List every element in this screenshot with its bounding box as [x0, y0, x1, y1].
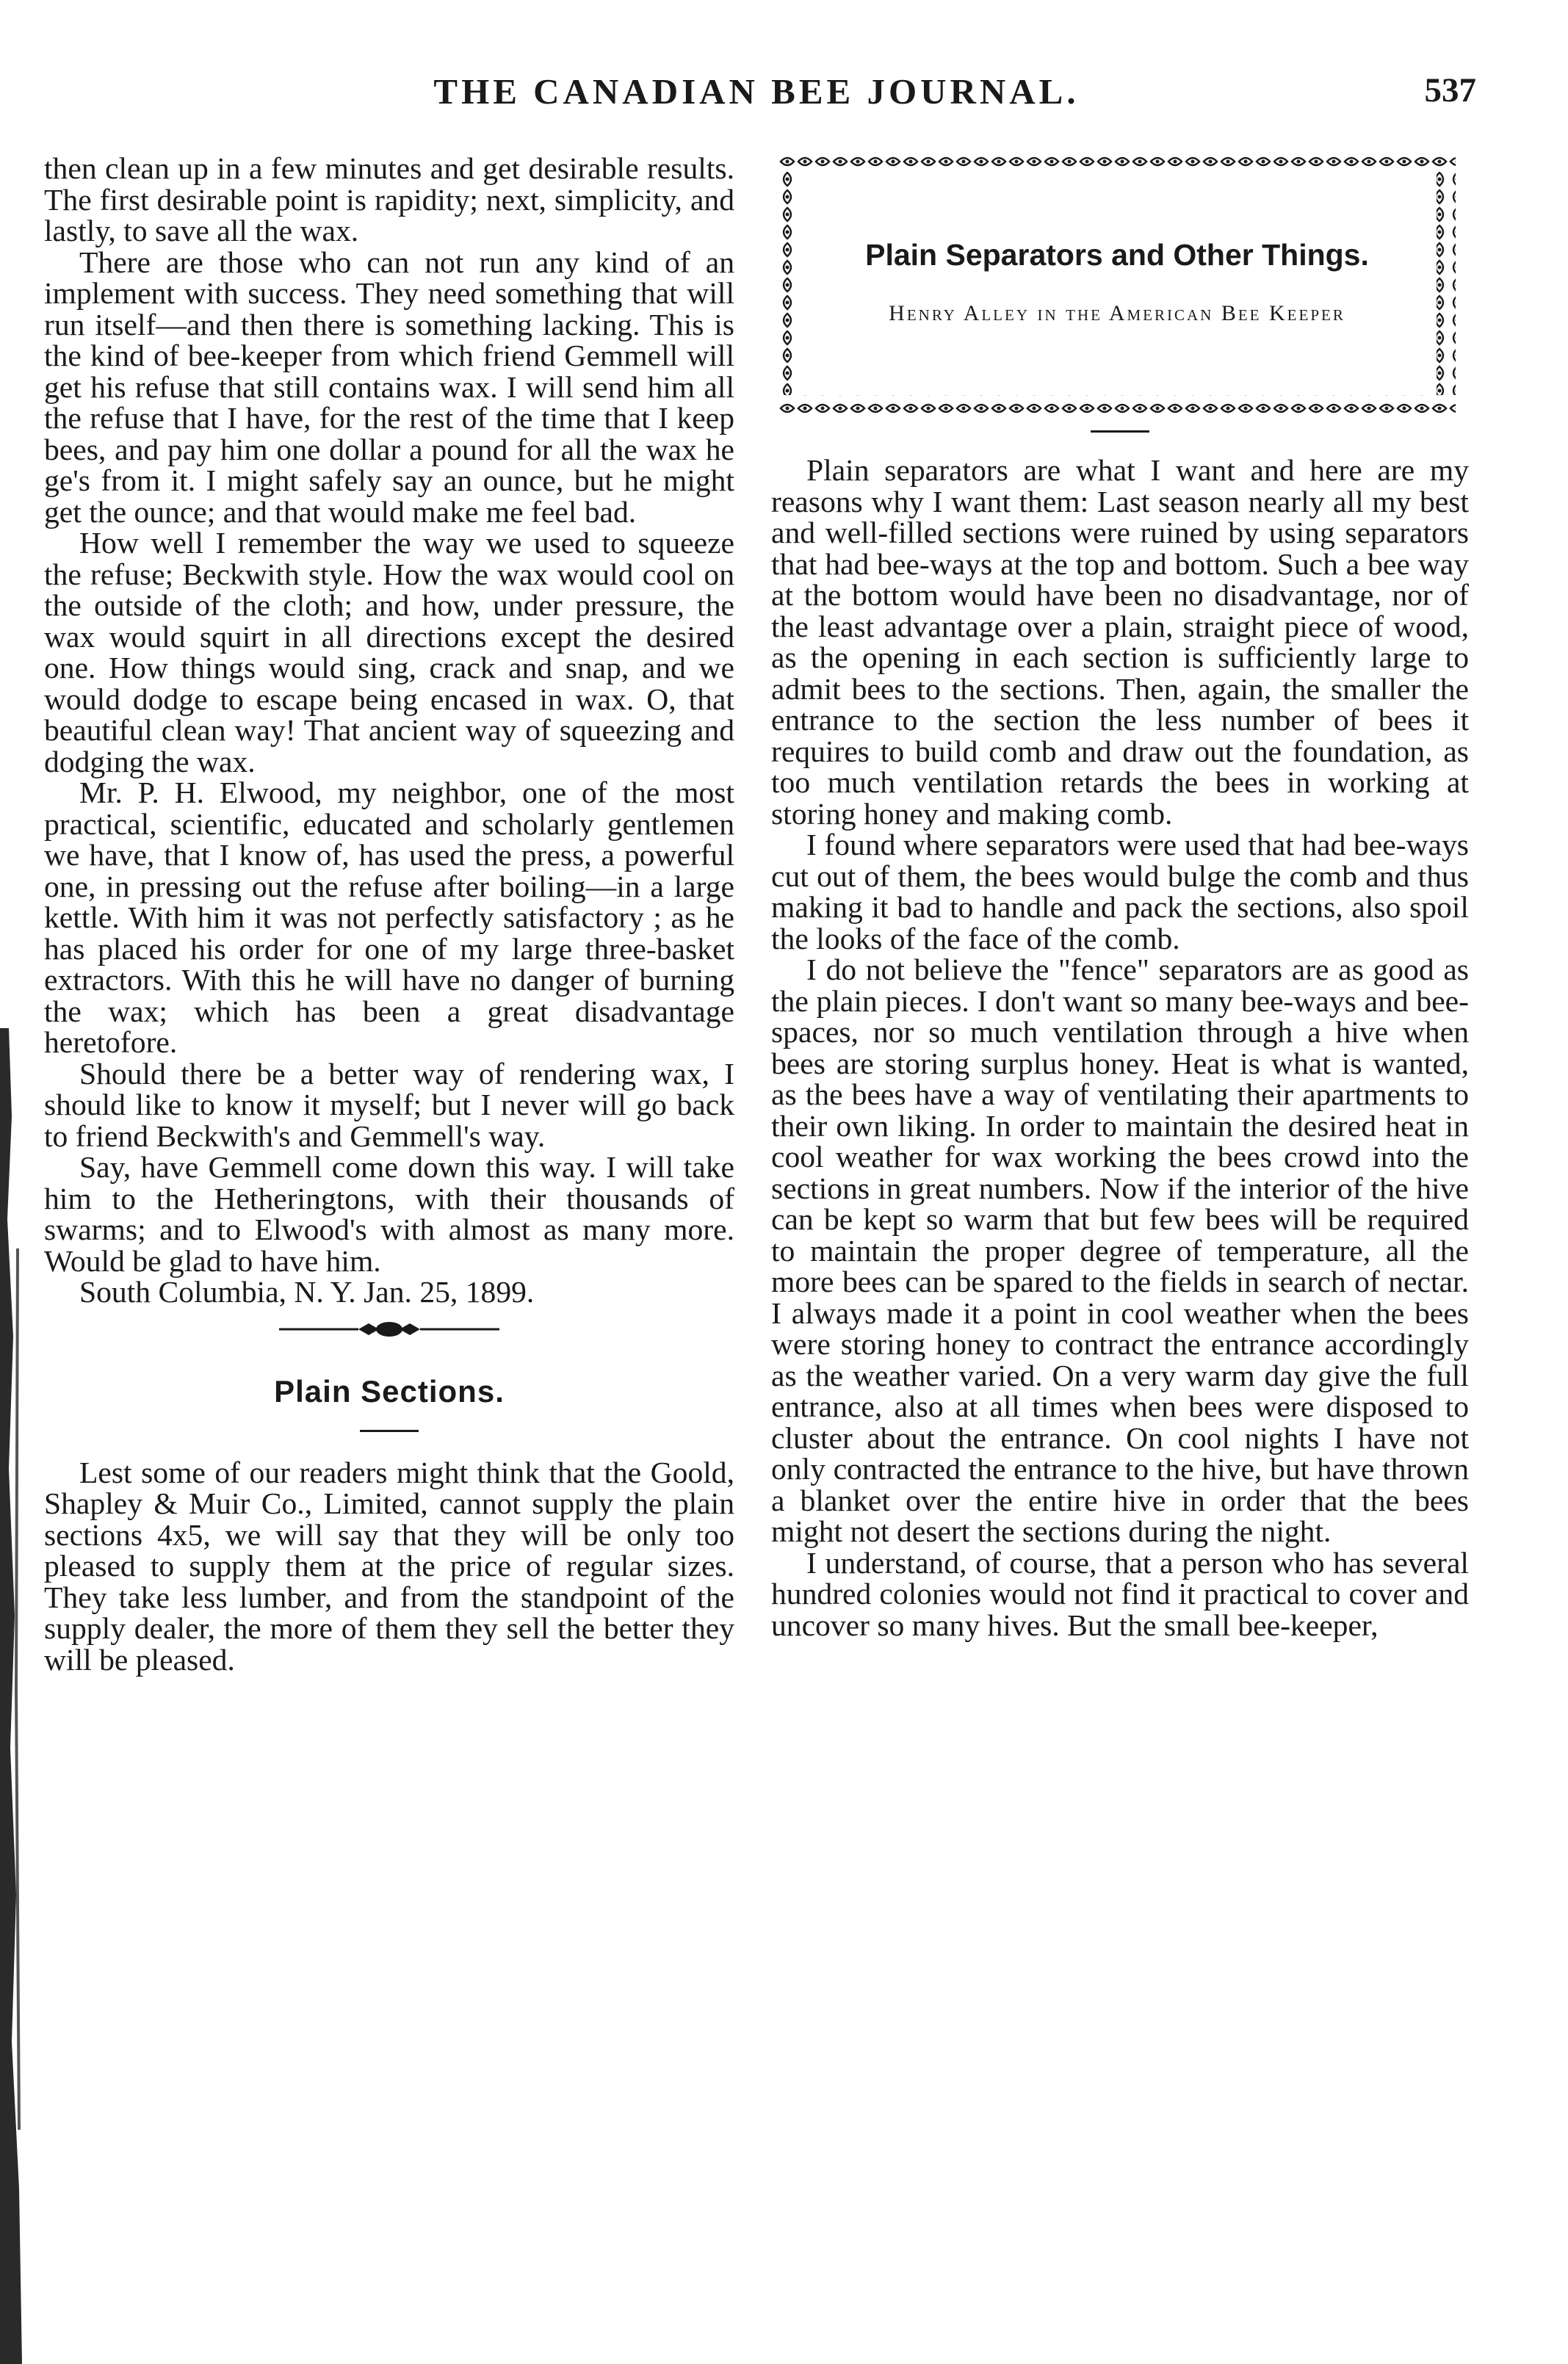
- short-rule: [1091, 430, 1149, 433]
- paragraph: Mr. P. H. Elwood, my neighbor, one of the most practical, scientific, educated and scholarly gentlemen we have, that I know of, has used the press, a powerful one, in pressing out the refuse after boiling—in a large kettle. With him it was not perfectly satisfactory ; as he has placed his order for one of my large three-basket extractors. With this he will have no danger of burning the wax; which has been a great disadvantage heretofore.: [44, 776, 734, 1059]
- paragraph: There are those who can not run any kind of an implement with success. They need something that will run itself—and then there is something lacking. This is the kind of bee-keeper from which friend Gemmell will get his refuse that still contains wax. I will send him all the refuse that I have, for the rest of the time that I keep bees, and pay him one dollar a pound for all the wax he ge's from it. I might safely say an ounce, but he might get the ounce; and that would make me feel bad.: [44, 245, 734, 529]
- right-column: [771, 153, 1469, 1641]
- dateline: South Columbia, N. Y. Jan. 25, 1899.: [79, 1275, 535, 1309]
- running-head: THE CANADIAN BEE JOURNAL.: [433, 71, 1080, 112]
- left-column: [44, 153, 734, 1675]
- paragraph: I do not believe the "fence" separators are as good as the plain pieces. I don't want so many bee-ways and bee-spaces, nor so much ventilation through a hive when bees are storing surplus honey. Heat is what is wanted, as the bees have a way of ventilating their apartments to their own liking. In order to maintain the desired heat in cool weather for wax working the bees crowd into the sections in great numbers. Now if the interior of the hive can be kept so warm that but few bees will be required to maintain the proper degree of temperature, all the more bees can be spared to the fields in search of nectar. I always made it a point in cool weather when the bees were storing honey to contract the entrance accordingly as the weather varied. On a very warm day give the full entrance, also at all times when bees were disposed to cluster about the entrance. On cool nights I have not only contracted the entrance to the hive, but have thrown a blanket over the entire hive in order that the bees might not desert the sections during the night.: [771, 953, 1469, 1548]
- ornamental-divider: [44, 1311, 734, 1348]
- paragraph: Say, have Gemmell come down this way. I will take him to the Hetheringtons, with their thousands of swarms; and to Elwood's with almost as many more. Would be glad to have him.: [44, 1150, 734, 1278]
- paragraph: Lest some of our readers might think that the Goold, Shapley & Muir Co., Limited, cannot supply the plain sections 4x5, we will say that they will be only too pleased to supply them at the price of regular sizes. They take less lumber, and from the standpoint of the supply dealer, the more of them they sell the better they will be pleased.: [44, 1455, 734, 1677]
- paragraph: How well I remember the way we used to squeeze the refuse; Beckwith style. How the wax would cool on the outside of the cloth; and how, under pressure, the wax would squirt in all directions except the desired one. How things would sing, crack and snap, and we would dodge to escape being encased in wax. O, that beautiful clean way! That ancient way of squeezing and dodging the wax.: [44, 526, 734, 778]
- paragraph: Should there be a better way of rendering wax, I should like to know it myself; but I never will go back to friend Beckwith's and Gemmell's way.: [44, 1056, 734, 1153]
- article-heading-box: [778, 153, 1456, 414]
- page-number: 537: [1424, 71, 1476, 109]
- paragraph: I understand, of course, that a person who has several hundred colonies would not find it practical to cover and uncover so many hives. But the small bee-keeper,: [771, 1545, 1469, 1642]
- section-title: Plain Sections.: [274, 1373, 505, 1409]
- ornamental-frame: [778, 153, 1456, 414]
- page-header: [37, 71, 1476, 129]
- paragraph: Plain separators are what I want and here are my reasons why I want them: Last season nearly all my best and well-filled sections were ruined by using separators that had bee-ways at the top and bottom. Such a bee way at the bottom would have been no disadvantage, nor of the least advantage over a plain, straight piece of wood, as the opening in each section is sufficiently large to admit bees to the sections. Then, again, the smaller the entrance to the section the less number of bees it requires to build comb and draw out the foundation, as too much ventilation retards the bees in working at storing honey and making comb.: [771, 453, 1469, 831]
- article-byline: Henry Alley in the American Bee Keeper: [889, 301, 1345, 325]
- short-rule: [360, 1430, 419, 1432]
- article-title: Plain Separators and Other Things.: [865, 238, 1369, 272]
- paragraph: I found where separators were used that had bee-ways cut out of them, the bees would bulge the comb and thus making it bad to handle and pack the sections, also spoil the looks of the face of the comb.: [771, 828, 1469, 955]
- paragraph: then clean up in a few minutes and get desirable results. The first desirable point is rapidity; next, simplicity, and lastly, to save all the wax.: [44, 151, 734, 247]
- scan-binding-edge: [0, 1028, 29, 2364]
